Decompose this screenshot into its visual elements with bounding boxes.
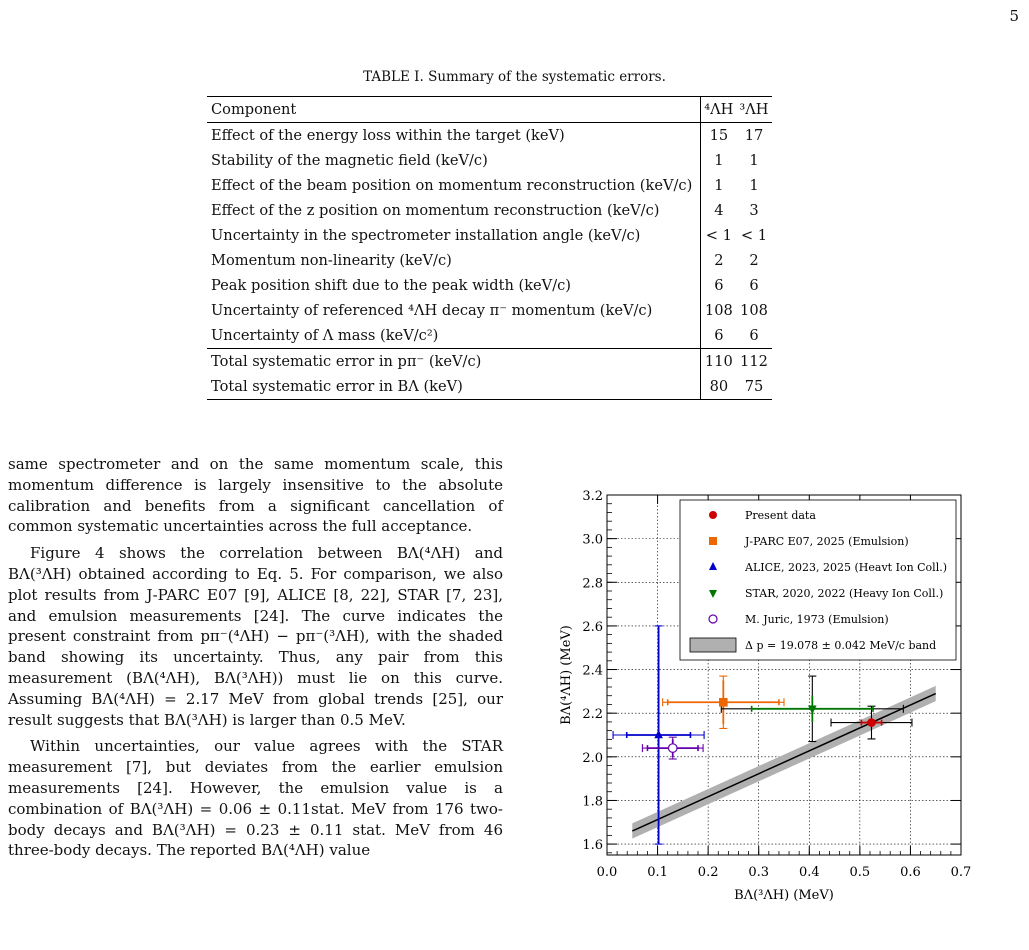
table-cell-3lh: 6 <box>749 327 759 344</box>
legend-entry-label: M. Juric, 1973 (Emulsion) <box>745 613 889 626</box>
constraint-line <box>632 694 935 831</box>
x-tick-label: 0.3 <box>748 865 770 880</box>
x-tick-label: 0.5 <box>849 865 871 880</box>
table-cell-4lh: 6 <box>714 327 724 344</box>
table-cell-4lh: 1 <box>714 177 724 194</box>
table-cell-4lh: 108 <box>704 302 733 319</box>
table-cell-label: Total systematic error in BΛ (keV) <box>207 374 701 400</box>
x-tick-label: 0.6 <box>900 865 921 880</box>
table-cell-4lh: 1 <box>714 152 724 169</box>
x-tick-label: 0.0 <box>596 865 618 880</box>
x-tick-label: 0.7 <box>950 865 972 880</box>
paragraph-2: Figure 4 shows the correlation between BΛ(⁴ΛH) and BΛ(³ΛH) obtained according to Eq. 5. For comparison, we also plot results from J-PARC E07 [9], ALICE [8, 22], STAR [7, 23], and emulsion measurements [24]. The curve indicates the present constraint from pπ⁻(⁴ΛH) − pπ⁻(³ΛH), with the shaded band showing its uncertainty. Thus, any pair from this measurement (BΛ(⁴ΛH), BΛ(³ΛH)) must lie on this curve. Assuming BΛ(⁴ΛH) = 2.17 MeV from global trends [25], our result suggests that BΛ(³ΛH) is larger than 0.5 MeV. <box>8 544 503 729</box>
data-point <box>719 698 728 707</box>
table-cell-4lh: 2 <box>714 252 724 269</box>
table-cell-3lh: 3 <box>749 202 759 219</box>
table-cell-label: Effect of the beam position on momentum reconstruction (keV/c) <box>207 173 701 198</box>
table-cell-label: Peak position shift due to the peak width (keV/c) <box>207 273 701 298</box>
legend-entry-label: J-PARC E07, 2025 (Emulsion) <box>745 535 909 548</box>
table-cell-label: Total systematic error in pπ⁻ (keV/c) <box>207 349 701 375</box>
y-tick-label: 1.8 <box>582 794 603 810</box>
table-cell-label: Effect of the z position on momentum reconstruction (keV/c) <box>207 198 701 223</box>
y-tick-label: 3.2 <box>582 489 603 504</box>
table-caption: TABLE I. Summary of the systematic errors. <box>363 69 666 85</box>
legend <box>680 500 956 660</box>
table-header-3lh: ³ΛH <box>736 97 771 123</box>
table-cell-4lh: 4 <box>714 202 724 219</box>
page-number: 5 <box>1009 7 1019 25</box>
legend-entry-label: Present data <box>745 509 816 522</box>
data-point <box>668 744 677 753</box>
table-cell-3lh: 2 <box>749 252 759 269</box>
x-tick-label: 0.2 <box>697 865 719 880</box>
table-cell-4lh: 80 <box>709 378 729 395</box>
y-axis-label: BΛ(⁴ΛH) (MeV) <box>559 625 574 725</box>
y-tick-label: 2.4 <box>582 663 603 679</box>
table-cell-3lh: 1 <box>749 152 759 169</box>
table-header-component: Component <box>207 97 701 123</box>
y-tick-label: 2.2 <box>582 707 603 723</box>
legend-box <box>680 500 956 660</box>
table-cell-3lh: < 1 <box>740 227 768 244</box>
y-tick-label: 1.6 <box>582 838 603 854</box>
y-tick-label: 2.8 <box>582 576 603 592</box>
table-cell-4lh: < 1 <box>705 227 732 244</box>
table-cell-3lh: 17 <box>744 127 764 144</box>
table-cell-3lh: 6 <box>749 277 759 294</box>
legend-entry-label: STAR, 2020, 2022 (Heavy Ion Coll.) <box>745 587 944 600</box>
table-cell-3lh: 1 <box>749 177 759 194</box>
table-cell-label: Uncertainty of Λ mass (keV/c²) <box>207 323 701 349</box>
x-axis-label: BΛ(³ΛH) (MeV) <box>734 888 834 903</box>
table-header-4lh: ⁴ΛH <box>701 97 737 123</box>
table-cell-label: Momentum non-linearity (keV/c) <box>207 248 701 273</box>
paragraph-3: Within uncertainties, our value agrees with the STAR measurement [7], but deviates from the earlier emulsion measurements [24]. However, the emulsion value is a combination of BΛ(³ΛH) = 0.06 ± 0.11stat. MeV from 176 two-body decays and BΛ(³ΛH) = 0.23 ± 0.11 stat. MeV from 46 three-body decays. The reported BΛ(⁴ΛH) value <box>8 737 503 860</box>
table-cell-4lh: 110 <box>701 349 737 375</box>
x-tick-label: 0.1 <box>647 865 668 880</box>
table-cell-4lh: 15 <box>709 127 729 144</box>
y-tick-label: 3.0 <box>582 532 603 548</box>
table-cell-label: Uncertainty in the spectrometer installation angle (keV/c) <box>207 223 701 248</box>
legend-band-label: Δ p = 19.078 ± 0.042 MeV/c band <box>745 639 937 652</box>
data-point <box>654 730 663 739</box>
legend-marker <box>709 615 717 623</box>
table-cell-3lh: 75 <box>744 378 764 395</box>
legend-marker <box>709 511 717 519</box>
table-cell-label: Effect of the energy loss within the target (keV) <box>207 123 701 149</box>
legend-band-swatch <box>690 638 736 652</box>
y-tick-label: 2.6 <box>582 619 603 635</box>
data-point <box>867 718 876 727</box>
legend-entry-label: ALICE, 2023, 2025 (Heavt Ion Coll.) <box>745 561 948 574</box>
table-cell-3lh: 108 <box>740 302 768 319</box>
x-tick-label: 0.4 <box>798 865 820 880</box>
table-cell-4lh: 6 <box>714 277 724 294</box>
table-cell-label: Uncertainty of referenced ⁴ΛH decay π⁻ momentum (keV/c) <box>207 298 701 323</box>
legend-marker <box>709 537 717 545</box>
paragraph-1: same spectrometer and on the same momentum scale, this momentum difference is largely insensitive to the absolute calibration and benefits from a significant cancellation of common systematic uncertainties across the full acceptance. <box>8 455 503 536</box>
y-tick-label: 2.0 <box>582 750 603 766</box>
table-cell-3lh: 112 <box>736 349 771 375</box>
table-cell-label: Stability of the magnetic field (keV/c) <box>207 148 701 173</box>
